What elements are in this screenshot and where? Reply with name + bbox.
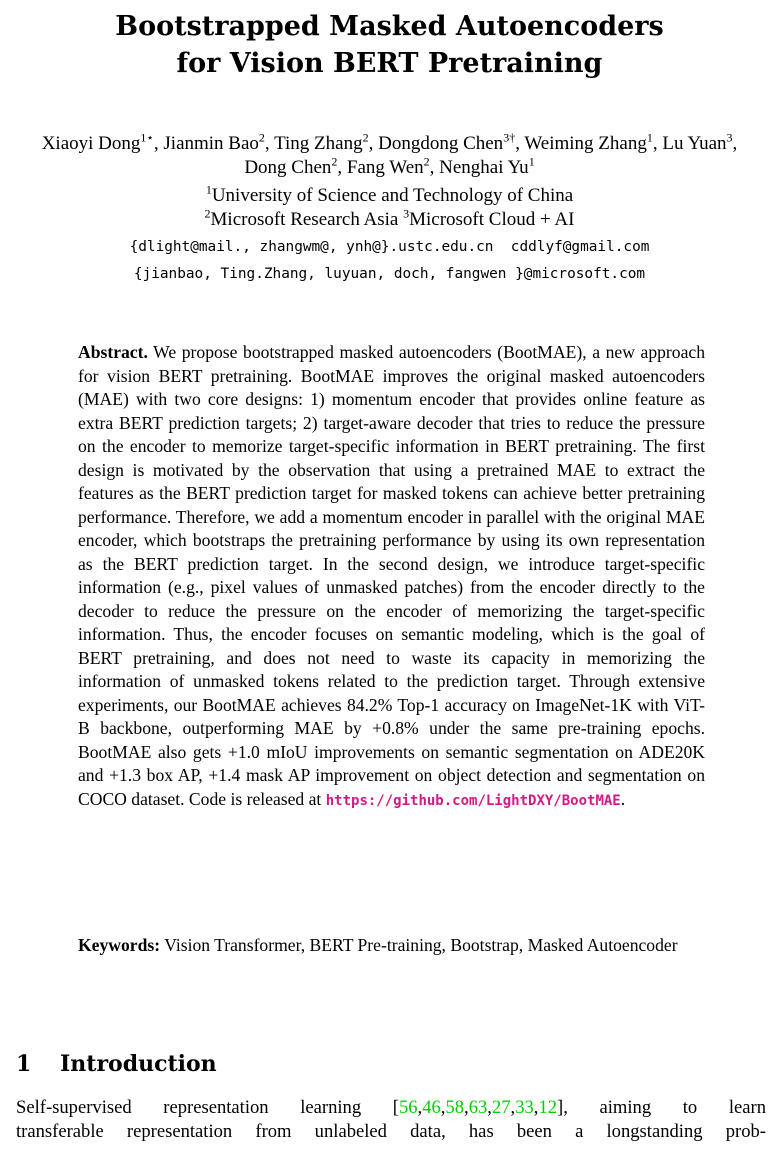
affiliation-line-1 <box>0 184 779 208</box>
title-line-1: Bootstrapped Masked Autoencoders <box>115 11 664 42</box>
intro-pre: Self-supervised representation learning [ <box>16 1097 399 1118</box>
author-affil-mark: 1⋆ <box>140 130 154 145</box>
affil-mark: 1 <box>205 182 212 197</box>
citation-link[interactable]: 63 <box>468 1097 488 1118</box>
author-name: Xiaoyi Dong <box>41 133 141 154</box>
email-line-2: {jianbao, Ting.Zhang, luyuan, doch, fangwen }@microsoft.com <box>133 266 646 282</box>
author-name: Dong Chen <box>244 157 332 178</box>
author-name: Dongdong Chen <box>378 133 504 154</box>
author-name: Lu Yuan <box>662 133 727 154</box>
section-heading <box>16 1049 217 1079</box>
paper-title <box>0 8 779 82</box>
affil-mark: 2 <box>204 206 211 221</box>
intro-line-1: Self-supervised representation learning [56,46,58,63,27,33,12], aiming to learn <box>16 1097 766 1118</box>
section-title: Introduction <box>60 1051 217 1077</box>
author-affil-mark: 2 <box>258 130 265 145</box>
citation-link[interactable]: 27 <box>491 1097 511 1118</box>
keywords-text: Vision Transformer, BERT Pre-training, Bootstrap, Masked Autoencoder <box>164 935 678 955</box>
author-affil-mark: 2 <box>362 130 369 145</box>
affil-mark: 3 <box>403 206 410 221</box>
intro-post: ], aiming to learn <box>557 1097 766 1118</box>
affiliation-name: Microsoft Research Asia <box>210 209 399 230</box>
author-affil-mark: 3† <box>503 130 516 145</box>
author-name: Fang Wen <box>346 157 424 178</box>
keywords <box>78 934 708 958</box>
intro-paragraph <box>16 1096 766 1144</box>
author-name: Weiming Zhang <box>524 133 647 154</box>
abstract-label: Abstract. <box>78 342 148 362</box>
abstract-end: . <box>620 788 626 809</box>
author-affil-mark: 3 <box>726 130 733 145</box>
affiliation-name: Microsoft Cloud + AI <box>409 209 575 230</box>
code-link[interactable]: https://github.com/LightDXY/BootMAE <box>325 792 621 809</box>
abstract <box>78 341 705 813</box>
citation-link[interactable]: 33 <box>515 1097 534 1118</box>
author-name: Jianmin Bao <box>163 133 259 154</box>
author-affil-mark: 1 <box>646 130 653 145</box>
author-list: Xiaoyi Dong$^{1⋆}$, Jianmin Bao$^2$, Ting Zhang$^2$, Dongdong Chen$^{3\dagger}$, Weiming Zhang$^1$, Lu Yuan$^3$, Dong Chen$^2$, Fang Wen$^2$, Nenghai Yu$^1$ <box>41 130 738 178</box>
section-number: 1 <box>16 1051 32 1077</box>
author-affil-mark: 2 <box>423 154 430 169</box>
author-name: Ting Zhang <box>274 133 363 154</box>
email-line-1: {dlight@mail., zhangwm@, ynh@}.ustc.edu.cn cddlyf@gmail.com <box>129 239 650 255</box>
abstract-text: We propose bootstrapped masked autoencoders (BootMAE), a new approach for vision BERT pretraining. BootMAE improves the original masked autoencoders (MAE) with two core designs: 1) momentum encoder that provides online feature as extra BERT prediction targets; 2) target-aware decoder that tries to reduce the pressure on the encoder to memorize target-specific information in BERT pretraining. The first design is motivated by the observation that using a pretrained MAE to extract the features as the BERT prediction target for masked tokens can achieve better pretraining performance. Therefore, we add a momentum encoder in parallel with the original MAE encoder, which bootstraps the pretraining performance by using its own representation as the BERT prediction target. In the second design, we introduce target-specific information (e.g., pixel values of unmasked patches) from the encoder directly to the decoder to reduce the pressure on the encoder of memorizing the target-specific information. Thus, the encoder focuses on semantic modeling, which is the goal of BERT pretraining, and does not need to waste its capacity in memorizing the information of unmasked tokens related to the prediction target. Through extensive experiments, our BootMAE achieves 84.2% Top-1 accuracy on ImageNet-1K with ViT-B backbone, outperforming MAE by +0.8% under the same pre-training epochs. BootMAE also gets +1.0 mIoU improvements on semantic segmentation on ADE20K and +1.3 box AP, +1.4 mask AP improvement on object detection and segmentation on COCO dataset. Code is released at <box>78 342 705 809</box>
citation-link[interactable]: 46 <box>422 1097 441 1118</box>
affiliation-line-2 <box>0 208 779 232</box>
citation-link[interactable]: 12 <box>538 1097 558 1118</box>
citation-link[interactable]: 56 <box>398 1097 418 1118</box>
title-line-2: for Vision BERT Pretraining <box>176 48 603 79</box>
author-affil-mark: 2 <box>331 154 338 169</box>
author-affil-mark: 1 <box>528 154 535 169</box>
keywords-label: Keywords: <box>78 935 161 955</box>
author-name: Nenghai Yu <box>439 157 529 178</box>
affiliation-name: University of Science and Technology of China <box>211 185 574 206</box>
citation-link[interactable]: 58 <box>445 1097 465 1118</box>
intro-line-2: transferable representation from unlabeled data, has been a longstanding prob- <box>16 1121 766 1142</box>
